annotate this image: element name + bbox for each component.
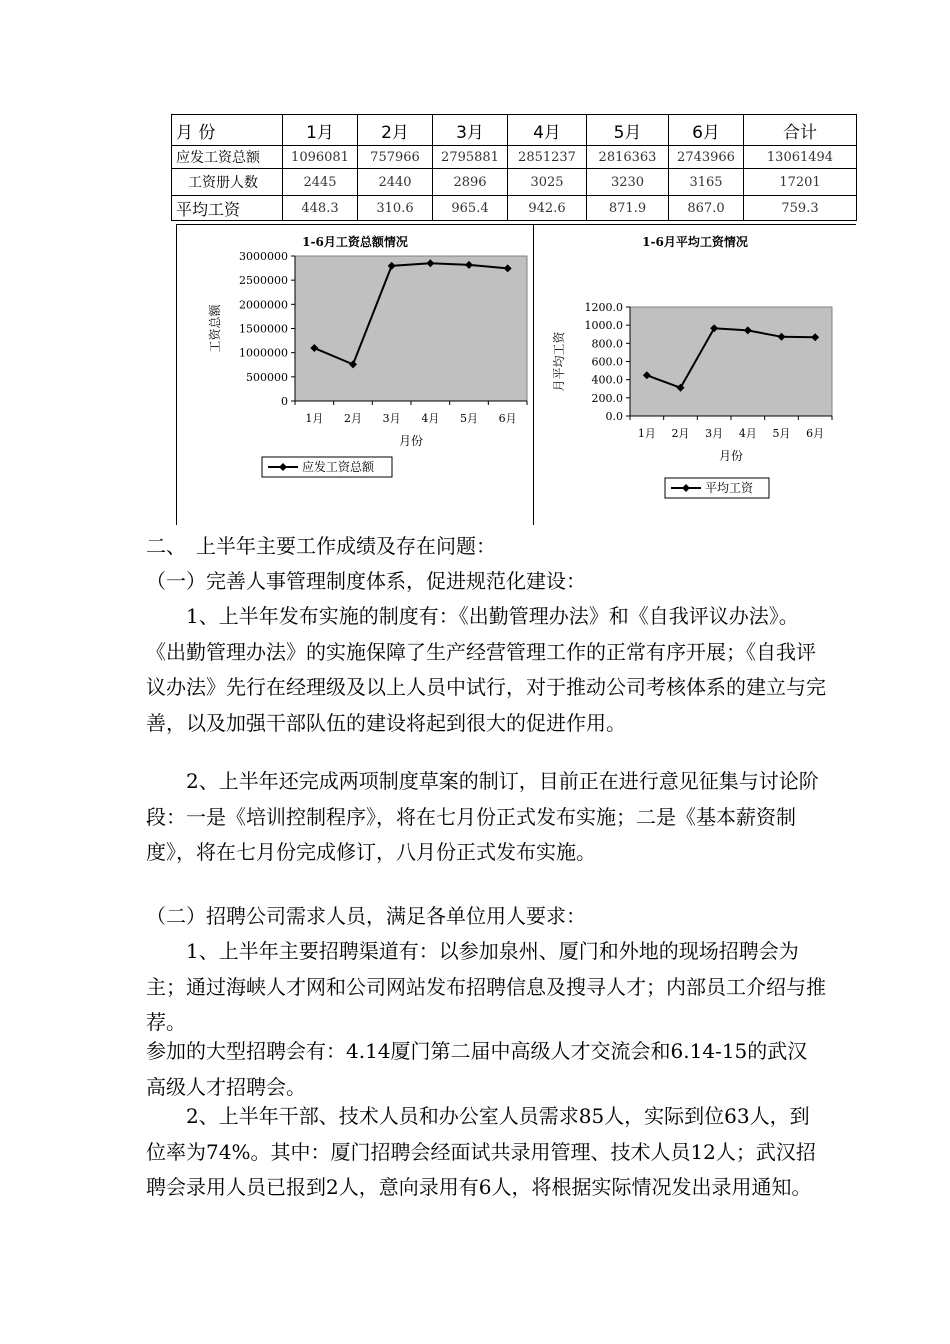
y-tick-label: 500000 — [246, 370, 288, 384]
table-header-cell: 6月 — [669, 115, 744, 146]
legend-label: 平均工资 — [705, 481, 754, 495]
table-cell: 1096081 — [283, 146, 358, 169]
y-axis-title: 月平均工资 — [552, 331, 566, 392]
row-label: 应发工资总额 — [172, 146, 283, 169]
x-tick-label: 1月 — [305, 412, 324, 425]
table-header-cell: 3月 — [433, 115, 508, 146]
table-cell: 2743966 — [669, 146, 744, 169]
table-cell: 757966 — [358, 146, 433, 169]
table-cell: 867.0 — [669, 196, 744, 221]
x-tick-label: 6月 — [806, 427, 825, 440]
subsection-heading: （二）招聘公司需求人员，满足各单位用人要求： — [146, 904, 586, 928]
y-tick-label: 1200.0 — [584, 301, 623, 314]
y-tick-label: 800.0 — [591, 337, 623, 351]
table-cell: 310.6 — [358, 196, 433, 221]
y-tick-label: 1000000 — [239, 346, 288, 360]
table-header-cell: 合计 — [744, 115, 857, 146]
table-cell: 2445 — [283, 169, 358, 196]
y-tick-label: 2000000 — [239, 298, 288, 312]
section-heading: 二、 上半年主要工作成绩及存在问题： — [146, 534, 496, 558]
y-tick-label: 2500000 — [239, 274, 288, 288]
y-tick-label: 0.0 — [605, 410, 623, 423]
table-cell: 871.9 — [587, 196, 669, 221]
y-tick-label: 400.0 — [591, 373, 623, 387]
table-cell: 3230 — [587, 169, 669, 196]
table-cell: 2896 — [433, 169, 508, 196]
subsection-heading: （一）完善人事管理制度体系，促进规范化建设： — [146, 569, 586, 593]
table-header-row — [172, 115, 857, 146]
plot-area — [630, 307, 832, 416]
x-axis-title: 月份 — [398, 434, 424, 448]
y-tick-label: 200.0 — [591, 391, 623, 405]
body-paragraph: 2、上半年还完成两项制度草案的制订，目前正在进行意见征集与讨论阶段：一是《培训控制程序》，将在七月份正式发布实施；二是《基本薪资制度》，将在七月份完成修订，八月份正式发布实施。 — [146, 769, 819, 864]
body-paragraph: 1、上半年发布实施的制度有：《出勤管理办法》和《自我评议办法》。《出勤管理办法》的实施保障了生产经营管理工作的正常有序开展；《自我评议办法》先行在经理级及以上人员中试行，对于推动公司考核体系的建立与完善，以及加强干部队伍的建设将起到很大的促进作用。 — [146, 604, 826, 735]
table-cell: 2795881 — [433, 146, 508, 169]
salary-table — [171, 114, 857, 221]
y-tick-label: 0 — [281, 395, 288, 408]
table-cell: 759.3 — [744, 196, 857, 221]
y-axis-title: 工资总额 — [208, 304, 222, 353]
y-tick-label: 3000000 — [239, 250, 288, 263]
table-cell: 2440 — [358, 169, 433, 196]
table-row — [172, 146, 857, 169]
x-tick-label: 3月 — [705, 427, 724, 440]
plot-area — [295, 256, 527, 401]
body-paragraph: 参加的大型招聘会有：4.14厦门第二届中高级人才交流会和6.14-15的武汉高级人才招聘会。 — [146, 1039, 808, 1099]
row-label: 工资册人数 — [172, 169, 283, 196]
table-row — [172, 196, 857, 221]
chart-title: 1-6月工资总额情况 — [302, 235, 408, 249]
y-tick-label: 600.0 — [591, 355, 623, 369]
table-row — [172, 169, 857, 196]
y-tick-label: 1000.0 — [584, 319, 623, 333]
average-salary-chart — [533, 224, 856, 525]
table-cell: 3165 — [669, 169, 744, 196]
x-tick-label: 5月 — [772, 427, 791, 440]
table-cell: 965.4 — [433, 196, 508, 221]
salary-total-chart — [176, 224, 534, 525]
x-tick-label: 2月 — [671, 427, 690, 440]
body-paragraph: 1、上半年主要招聘渠道有：以参加泉州、厦门和外地的现场招聘会为主；通过海峡人才网和公司网站发布招聘信息及搜寻人才；内部员工介绍与推荐。 — [146, 939, 826, 1034]
table-cell: 2816363 — [587, 146, 669, 169]
body-paragraph: 2、上半年干部、技术人员和办公室人员需求85人，实际到位63人，到位率为74%。其中：厦门招聘会经面试共录用管理、技术人员12人；武汉招聘会录用人员已报到2人，意向录用有6人，将根据实际情况发出录用通知。 — [146, 1104, 816, 1199]
y-tick-label: 1500000 — [239, 322, 288, 336]
table-header-cell: 2月 — [358, 115, 433, 146]
table-cell: 3025 — [508, 169, 587, 196]
x-tick-label: 4月 — [738, 427, 757, 440]
x-tick-label: 6月 — [498, 412, 517, 425]
row-label: 平均工资 — [172, 196, 283, 221]
legend-label: 应发工资总额 — [302, 460, 375, 474]
x-tick-label: 3月 — [382, 412, 401, 425]
x-axis-title: 月份 — [718, 449, 744, 463]
average-salary-chart-svg — [534, 225, 856, 525]
x-tick-label: 4月 — [421, 412, 440, 425]
chart-title: 1-6月平均工资情况 — [642, 235, 748, 249]
table-header-cell: 月 份 — [172, 115, 283, 146]
table-header-cell: 5月 — [587, 115, 669, 146]
table-cell: 942.6 — [508, 196, 587, 221]
table-cell: 17201 — [744, 169, 857, 196]
table-cell: 448.3 — [283, 196, 358, 221]
table-header-cell: 4月 — [508, 115, 587, 146]
table-cell: 13061494 — [744, 146, 857, 169]
x-tick-label: 5月 — [460, 412, 478, 425]
table-cell: 2851237 — [508, 146, 587, 169]
x-tick-label: 2月 — [344, 412, 362, 425]
salary-total-chart-svg — [177, 225, 533, 525]
table-header-cell: 1月 — [283, 115, 358, 146]
x-tick-label: 1月 — [637, 427, 656, 440]
